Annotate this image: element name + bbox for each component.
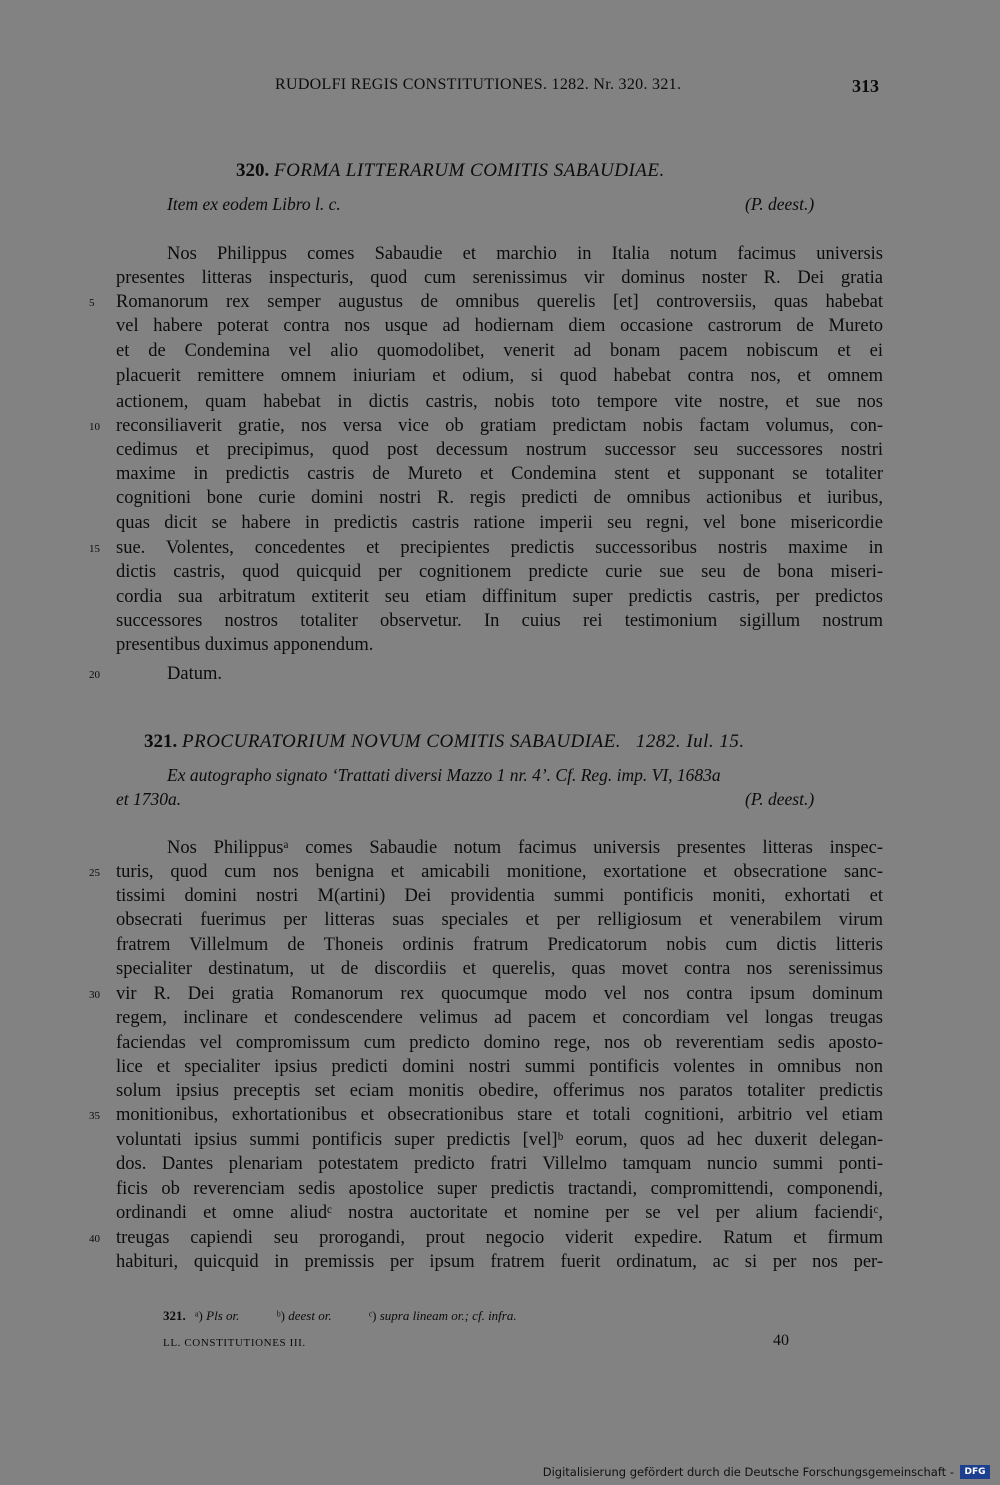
text-line: dictis castris, quod quicquid per cognitionem predicte curie sue seu de bona miseri- bbox=[116, 562, 883, 582]
text-line: ordinandi et omne aliudᶜ nostra auctoritate et nomine per se vel per alium faciendiᶜ, bbox=[116, 1203, 883, 1223]
line-number: 5 bbox=[89, 297, 95, 309]
line-number: 30 bbox=[89, 989, 100, 1001]
line-number: 20 bbox=[89, 669, 100, 681]
text-line: vir R. Dei gratia Romanorum rex quocumque modo vel nos contra ipsum dominum bbox=[116, 984, 883, 1004]
line-number: 10 bbox=[89, 421, 100, 433]
text-line: tissimi domini nostri M(artini) Dei providentia summi pontificis moniti, exhortati et bbox=[116, 886, 883, 906]
text-line: faciendas vel compromissum cum predicto domino rege, nos ob reverentiam sedis aposto- bbox=[116, 1033, 883, 1053]
text-line: Nos Philippus comes Sabaudie et marchio in Italia notum facimus universis bbox=[167, 244, 883, 264]
text-line: monitionibus, exhortationibus et obsecrationibus stare et totali cognitioni, arbitrio vel etiam bbox=[116, 1105, 883, 1125]
line-number: 25 bbox=[89, 867, 100, 879]
text-line: successores nostros totaliter observetur. In cuius rei testimonium sigillum nostrum bbox=[116, 611, 883, 631]
text-line: et de Condemina vel alio quomodolibet, venerit ad bonam pacem nobiscum et ei bbox=[116, 341, 883, 361]
text-line: cedimus et precipimus, quod post decessum nostrum successor seu successores nostri bbox=[116, 440, 883, 460]
text-line: specialiter destinatum, ut de discordiis et querelis, quas movet contra nos serenissimus bbox=[116, 959, 883, 979]
text-line: dos. Dantes plenariam potestatem predicto fratri Villelmo tamquam nuncio summi ponti- bbox=[116, 1154, 883, 1174]
text-line: maxime in predictis castris de Mureto et Condemina stent et supponant se totaliter bbox=[116, 464, 883, 484]
doc-321-source-note: (P. deest.) bbox=[745, 789, 815, 809]
text-line: Romanorum rex semper augustus de omnibus querelis [et] controversiis, quas habebat bbox=[116, 292, 883, 312]
footnote-b-text: deest or. bbox=[288, 1308, 332, 1323]
text-line: cordia sua arbitratum extiterit seu etiam diffinitum super predictis castris, per predictos bbox=[116, 587, 883, 607]
text-line: sue. Volentes, concedentes et precipientes predictis successoribus nostris maxime in bbox=[116, 538, 883, 558]
doc-320-number: 320. bbox=[236, 160, 270, 181]
text-line: quas dicit se habere in predictis castris ratione imperii seu regni, vel bone misericordie bbox=[116, 513, 883, 533]
dfg-logo-icon: DFG bbox=[960, 1465, 990, 1479]
footnote-c-text: supra lineam or.; cf. infra. bbox=[379, 1308, 517, 1323]
doc-320-title bbox=[236, 160, 665, 182]
line-number: 35 bbox=[89, 1110, 100, 1122]
text-line: turis, quod cum nos benigna et amicabili monitione, exortatione et obsecratione sanc- bbox=[116, 862, 883, 882]
text-line: solum ipsius preceptis set eciam monitis obedire, offerimus nos paratos totaliter predictis bbox=[116, 1081, 883, 1101]
text-line: reconsiliaverit gratie, nos versa vice ob gratiam predictam nobis factam volumus, con- bbox=[116, 416, 883, 436]
doc-321-title bbox=[144, 731, 745, 753]
text-line: cognitioni bone curie domini nostri R. regis predicti de omnibus actionibus et iuribus, bbox=[116, 488, 883, 508]
line-number: 40 bbox=[89, 1233, 100, 1245]
sheet-signature: 40 bbox=[773, 1332, 789, 1349]
footnote-b-mark: ᵇ) bbox=[276, 1308, 285, 1323]
text-line: habituri, quicquid in premissis per ipsum fratrem fuerit ordinatum, ac si per nos per- bbox=[116, 1252, 883, 1272]
doc-320-source: Item ex eodem Libro l. c. bbox=[167, 194, 341, 214]
doc-320-source-note: (P. deest.) bbox=[745, 194, 815, 214]
collection-label: LL. CONSTITUTIONES III. bbox=[163, 1337, 306, 1349]
footnotes bbox=[163, 1308, 517, 1324]
text-line: voluntati ipsius summi pontificis super predictis [vel]ᵇ eorum, quos ad hec duxerit delegan- bbox=[116, 1130, 883, 1150]
datum-line: Datum. bbox=[167, 664, 222, 684]
text-line: fratrem Villelmum de Thoneis ordinis fratrum Predicatorum nobis cum dictis litteris bbox=[116, 935, 883, 955]
footnote-c-mark: ᶜ) bbox=[368, 1308, 377, 1323]
footnote-a-mark: ᵃ) bbox=[195, 1308, 203, 1323]
doc-321-number: 321. bbox=[144, 731, 178, 752]
page-number: 313 bbox=[852, 76, 879, 96]
text-line: vel habere poterat contra nos usque ad hodiernam diem occasione castrorum de Mureto bbox=[116, 316, 883, 336]
doc-321-date: 1282. Iul. 15. bbox=[635, 731, 745, 752]
doc-321-title-text: PROCURATORIUM NOVUM COMITIS SABAUDIAE. bbox=[182, 731, 622, 752]
doc-321-source: Ex autographo signato ‘Trattati diversi Mazzo 1 nr. 4’. Cf. Reg. imp. VI, 1683a bbox=[167, 765, 721, 785]
line-number: 15 bbox=[89, 543, 100, 555]
text-line: ficis ob reverenciam sedis apostolice super predictis tractandi, compromittendi, componendi, bbox=[116, 1179, 883, 1199]
text-line: treugas capiendi seu prorogandi, prout negocio viderit expedire. Ratum et firmum bbox=[116, 1228, 883, 1248]
text-line: Nos Philippusᵃ comes Sabaudie notum facimus universis presentes litteras inspec- bbox=[167, 838, 883, 858]
text-line: placuerit remittere omnem iniuriam et odium, si quod habebat contra nos, et omnem bbox=[116, 366, 883, 386]
text-line: lice et specialiter ipsius predicti domini nostri summi pontificis volentes in omnibus non bbox=[116, 1057, 883, 1077]
text-line: obsecrati fuerimus per litteras suas speciales et per relligiosum et venerabilem virum bbox=[116, 910, 883, 930]
doc-320-title-text: FORMA LITTERARUM COMITIS SABAUDIAE. bbox=[274, 160, 665, 181]
text-line: regem, inclinare et condescendere velimus ad pacem et concordiam vel longas treugas bbox=[116, 1008, 883, 1028]
text-line: presentes litteras inspecturis, quod cum serenissimus vir dominus noster R. Dei gratia bbox=[116, 268, 883, 288]
running-head: RUDOLFI REGIS CONSTITUTIONES. 1282. Nr. 320. 321. bbox=[275, 76, 682, 93]
digitization-credit: Digitalisierung gefördert durch die Deutsche Forschungsgemeinschaft - bbox=[542, 1465, 954, 1479]
text-line: presentibus duximus apponendum. bbox=[116, 635, 374, 655]
doc-321-source-cont: et 1730a. bbox=[116, 789, 182, 809]
footnote-doc-number: 321. bbox=[163, 1308, 186, 1323]
text-line: actionem, quam habebat in dictis castris, nobis toto tempore vite nostre, et sue nos bbox=[116, 392, 883, 412]
footnote-a-text: Pls or. bbox=[206, 1308, 240, 1323]
